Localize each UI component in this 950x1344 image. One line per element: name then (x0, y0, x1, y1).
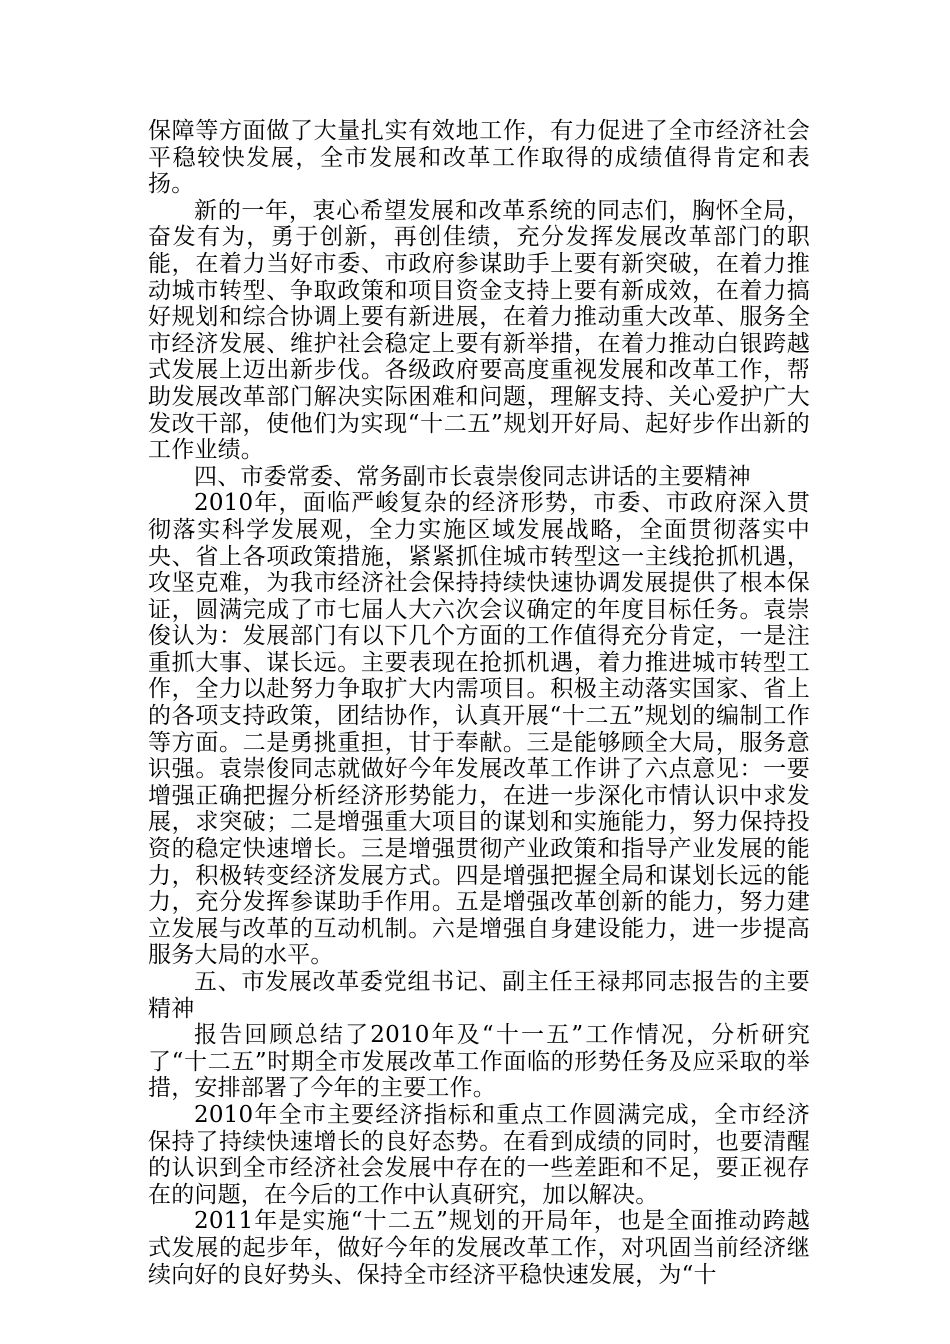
paragraph-5: 2010年全市主要经济指标和重点工作圆满完成，全市经济保持了持续快速增长的良好态势。在看到成绩的同时，也要清醒的认识到全市经济社会发展中存在的一些差距和不足，要正视存在的问题，在今后的工作中认真研究，加以解决。 (148, 1101, 810, 1208)
paragraph-6: 2011年是实施“十二五”规划的开局年，也是全面推动跨越式发展的起步年，做好今年的发展改革工作，对巩固当前经济继续向好的良好势头、保持全市经济平稳快速发展，为“十 (148, 1208, 810, 1288)
paragraph-2: 新的一年，衷心希望发展和改革系统的同志们，胸怀全局，奋发有为，勇于创新，再创佳绩，充分发挥发展改革部门的职能，在着力当好市委、市政府参谋助手上要有新突破，在着力推动城市转型、争取政策和项目资金支持上要有新成效，在着力搞好规划和综合协调上要有新进展，在着力推动重大改革、服务全市经济发展、维护社会稳定上要有新举措，在着力推动白银跨越式发展上迈出新步伐。各级政府要高度重视发展和改革工作，帮助发展改革部门解决实际困难和问题，理解支持、关心爱护广大发改干部，使他们为实现“十二五”规划开好局、起好步作出新的工作业绩。 (148, 197, 810, 464)
paragraph-3: 2010年，面临严峻复杂的经济形势，市委、市政府深入贯彻落实科学发展观，全力实施区域发展战略，全面贯彻落实中央、省上各项政策措施，紧紧抓住城市转型这一主线抢抓机遇，攻坚克难，为我市经济社会保持持续快速协调发展提供了根本保证，圆满完成了市七届人大六次会议确定的年度目标任务。袁崇俊认为：发展部门有以下几个方面的工作值得充分肯定，一是注重抓大事、谋长远。主要表现在抢抓机遇，着力推进城市转型工作，全力以赴努力争取扩大内需项目。积极主动落实国家、省上的各项支持政策，团结协作，认真开展“十二五”规划的编制工作等方面。二是勇挑重担，甘于奉献。三是能够顾全大局，服务意识强。袁崇俊同志就做好今年发展改革工作讲了六点意见：一要增强正确把握分析经济形势能力，在进一步深化市情认识中求发展，求突破；二是增强重大项目的谋划和实施能力，努力保持投资的稳定快速增长。三是增强贯彻产业政策和指导产业发展的能力，积极转变经济发展方式。四是增强把握全局和谋划长远的能力，充分发挥参谋助手作用。五是增强改革创新的能力，努力建立发展与改革的互动机制。六是增强自身建设能力，进一步提高服务大局的水平。 (148, 490, 810, 969)
paragraph-4: 报告回顾总结了2010年及“十一五”工作情况，分析研究了“十二五”时期全市发展改革工作面临的形势任务及应采取的举措，安排部署了今年的主要工作。 (148, 1022, 810, 1102)
section-heading-5: 五、市发展改革委党组书记、副主任王禄邦同志报告的主要精神 (148, 969, 810, 1022)
document-page (148, 118, 810, 1288)
paragraph-1: 保障等方面做了大量扎实有效地工作，有力促进了全市经济社会平稳较快发展，全市发展和改革工作取得的成绩值得肯定和表扬。 (148, 118, 810, 198)
section-heading-4: 四、市委常委、常务副市长袁崇俊同志讲话的主要精神 (194, 463, 751, 490)
